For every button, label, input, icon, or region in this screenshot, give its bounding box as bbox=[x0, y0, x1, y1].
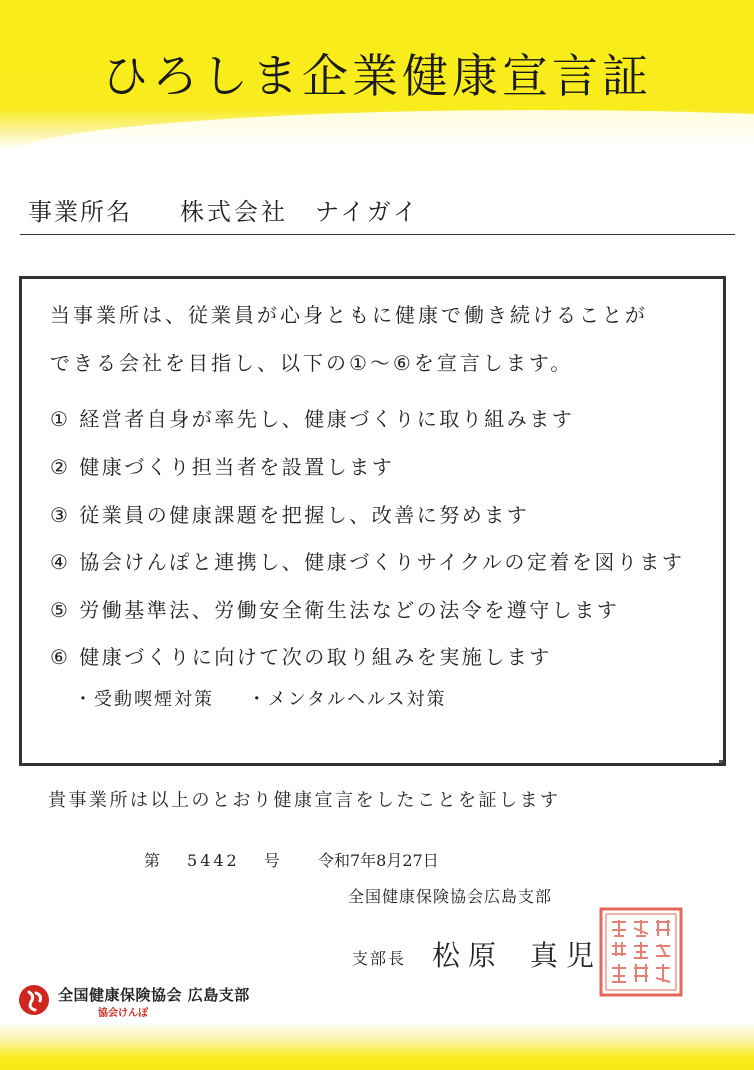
kyokai-kenpo-logo-mark bbox=[18, 984, 50, 1016]
number-prefix: 第 bbox=[144, 851, 164, 870]
sub-item-mental-health: ・メンタルヘルス対策 bbox=[247, 689, 447, 710]
declaration-box bbox=[19, 276, 726, 766]
office-label: 事業所名 bbox=[28, 198, 132, 226]
logo-subtext: 協会けんぽ bbox=[98, 1008, 148, 1019]
declaration-item-2: ② 健康づくり担当者を設置します bbox=[50, 455, 395, 479]
declaration-item-3: ③ 従業員の健康課題を把握し、改善に努めます bbox=[50, 503, 530, 527]
kyokai-kenpo-logo bbox=[18, 984, 278, 1018]
declaration-item-5: ⑤ 労働基準法、労働安全衛生法などの法令を遵守します bbox=[50, 598, 620, 622]
page-title: ひろしま企業健康宣言証 bbox=[102, 49, 652, 103]
office-row bbox=[20, 188, 735, 235]
director-name bbox=[432, 934, 602, 974]
declaration-intro-line-2: できる会社を目指し、以下の①～⑥を宣言します。 bbox=[50, 351, 574, 375]
director-family-name: 松原 bbox=[432, 939, 505, 972]
number-value: 5442 bbox=[187, 851, 240, 870]
certificate-date: 令和7年8月27日 bbox=[318, 851, 439, 870]
certificate-number bbox=[132, 848, 295, 871]
issuer-name: 全国健康保険協会広島支部 bbox=[348, 887, 553, 906]
official-seal bbox=[598, 906, 684, 998]
number-suffix: 号 bbox=[263, 851, 283, 870]
declaration-item-1: ① 経営者自身が率先し、健康づくりに取り組みます bbox=[50, 407, 575, 431]
sub-item-smoking: ・受動喫煙対策 bbox=[74, 689, 214, 710]
director-given-name: 真児 bbox=[530, 939, 603, 972]
declaration-intro-line-1: 当事業所は、従業員が心身ともに健康で働き続けることが bbox=[50, 303, 648, 327]
certification-statement: 貴事業所は以上のとおり健康宣言をしたことを証します bbox=[48, 790, 561, 811]
logo-text: 全国健康保険協会 広島支部 bbox=[58, 986, 250, 1004]
office-name: 株式会社 ナイガイ bbox=[180, 198, 420, 226]
corner-mark bbox=[719, 760, 723, 763]
sub-items bbox=[74, 685, 472, 711]
footer-band bbox=[0, 1022, 754, 1070]
declaration-item-6: ⑥ 健康づくりに向けて次の取り組みを実施します bbox=[50, 645, 552, 669]
declaration-item-4: ④ 協会けんぽと連携し、健康づくりサイクルの定着を図ります bbox=[50, 550, 685, 574]
director-title: 支部長 bbox=[352, 949, 407, 968]
